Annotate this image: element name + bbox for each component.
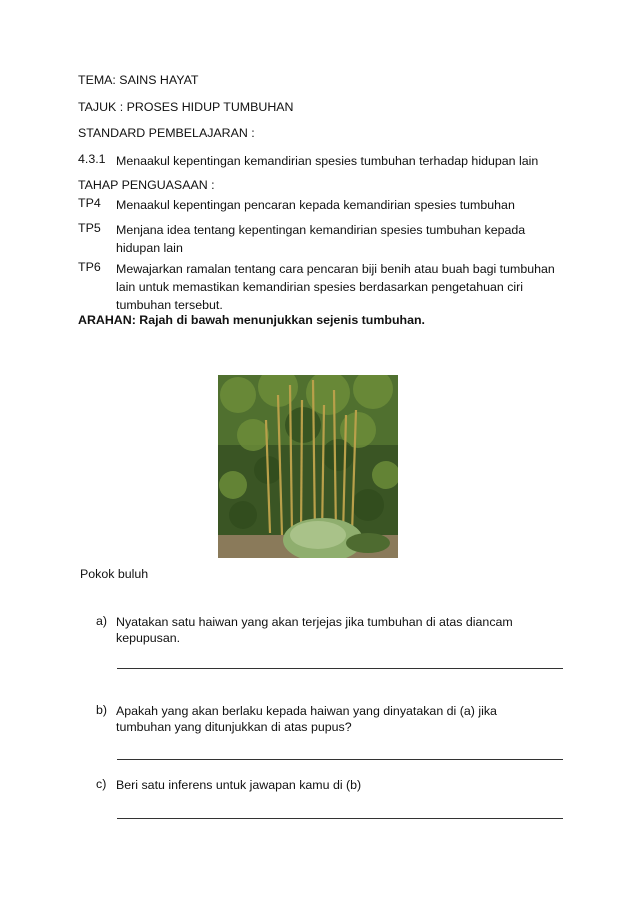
question-text: Beri satu inferens untuk jawapan kamu di (b)	[116, 778, 362, 792]
bamboo-photo	[218, 375, 398, 558]
question-text: Nyatakan satu haiwan yang akan terjejas jika tumbuhan di atas diancam kepupusan.	[116, 615, 513, 645]
instruction: ARAHAN: Rajah di bawah menunjukkan sejenis tumbuhan.	[78, 313, 425, 327]
standard-label: STANDARD PEMBELAJARAN :	[78, 126, 255, 140]
level-code: TP5	[78, 221, 101, 235]
standard-text: Menaakul kepentingan kemandirian spesies tumbuhan terhadap hidupan lain	[116, 154, 539, 168]
answer-line-c[interactable]	[117, 818, 563, 819]
tahap-label: TAHAP PENGUASAAN :	[78, 178, 215, 192]
question-text: Apakah yang akan berlaku kepada haiwan yang dinyatakan di (a) jika tumbuhan yang ditunjukkan di atas pupus?	[116, 704, 497, 734]
answer-line-a[interactable]	[117, 668, 563, 669]
level-text: Mewajarkan ramalan tentang cara pencaran biji benih atau buah bagi tumbuhan lain untuk memastikan kemandirian spesies berdasarkan pengetahuan ciri tumbuhan tersebut.	[116, 262, 555, 312]
question-label: b)	[96, 703, 108, 717]
level-text: Menaakul kepentingan pencaran kepada kemandirian spesies tumbuhan	[116, 198, 515, 212]
standard-code: 4.3.1	[78, 152, 106, 166]
theme-line: TEMA: SAINS HAYAT	[78, 73, 199, 87]
level-text: Menjana idea tentang kepentingan kemandirian spesies tumbuhan kepada hidupan lain	[116, 223, 526, 255]
level-code: TP6	[78, 260, 101, 274]
answer-line-b[interactable]	[117, 759, 563, 760]
bamboo-illustration	[218, 375, 398, 558]
level-code: TP4	[78, 196, 101, 210]
question-label: a)	[96, 614, 108, 628]
question-label: c)	[96, 777, 107, 791]
title-line: TAJUK : PROSES HIDUP TUMBUHAN	[78, 100, 294, 114]
figure-caption: Pokok buluh	[80, 567, 149, 581]
